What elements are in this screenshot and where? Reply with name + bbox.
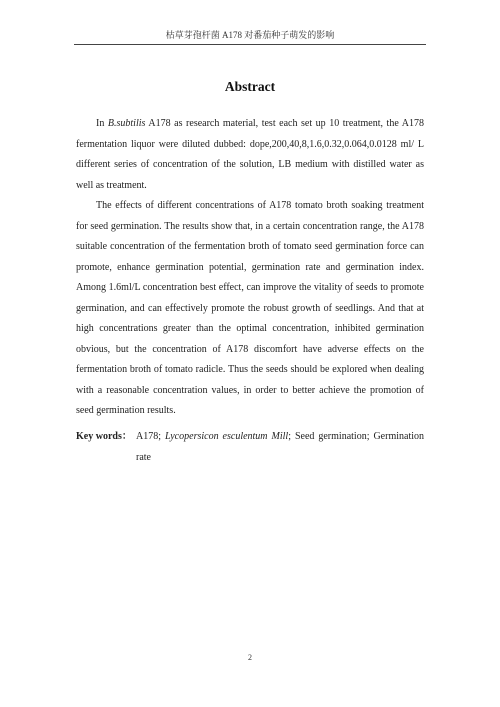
keywords-content — [136, 427, 424, 468]
keyword-rest: ; Seed germination; Germination rate — [136, 431, 424, 463]
species-name-bsubtilis: B.subtilis — [107, 118, 146, 129]
page-number: 2 — [248, 653, 252, 662]
keyword-a178: A178; — [136, 431, 165, 442]
abstract-body — [76, 114, 424, 422]
page-header — [74, 26, 426, 45]
paragraph-1-post: A178 as research material, test each set up 10 treatment, the A178 fermentation liquor were diluted dubbed: dope,200,40,8,1.6,0.32,0.064,0.0128 ml/ L different series of concentration of the solution, LB medium with distilled water as well as treatment. — [76, 118, 424, 191]
keywords-section — [76, 427, 424, 468]
abstract-paragraph-2: The effects of different concentrations of A178 tomato broth soaking treatment for seed germination. The results show that, in a certain concentration range, the A178 suitable concentration of the fermentation broth of tomato seed germination force can promote, enhance germination potential, germination rate and germination index. Among 1.6ml/L concentration best effect, can improve the vitality of seeds to promote germination, and can effectively promote the robust growth of seedlings. And that at high concentrations greater than the optimal concentration, inhibited germination obvious, but the concentration of A178 discomfort have adverse effects on the fermentation broth of tomato radicle. Thus the seeds should be explored when dealing with a reasonable concentration values, in order to better achieve the promotion of seed germination results. — [76, 200, 424, 416]
keyword-species: Lycopersicon esculentum Mill — [164, 431, 289, 442]
paragraph-1-pre: In — [96, 118, 108, 129]
page-title: Abstract — [224, 79, 276, 94]
header-text: 枯草芽孢杆菌 A178 对番茄种子萌发的影响 — [165, 30, 335, 40]
keywords-label: Key words： — [76, 431, 132, 442]
abstract-paragraph-1 — [76, 114, 424, 196]
